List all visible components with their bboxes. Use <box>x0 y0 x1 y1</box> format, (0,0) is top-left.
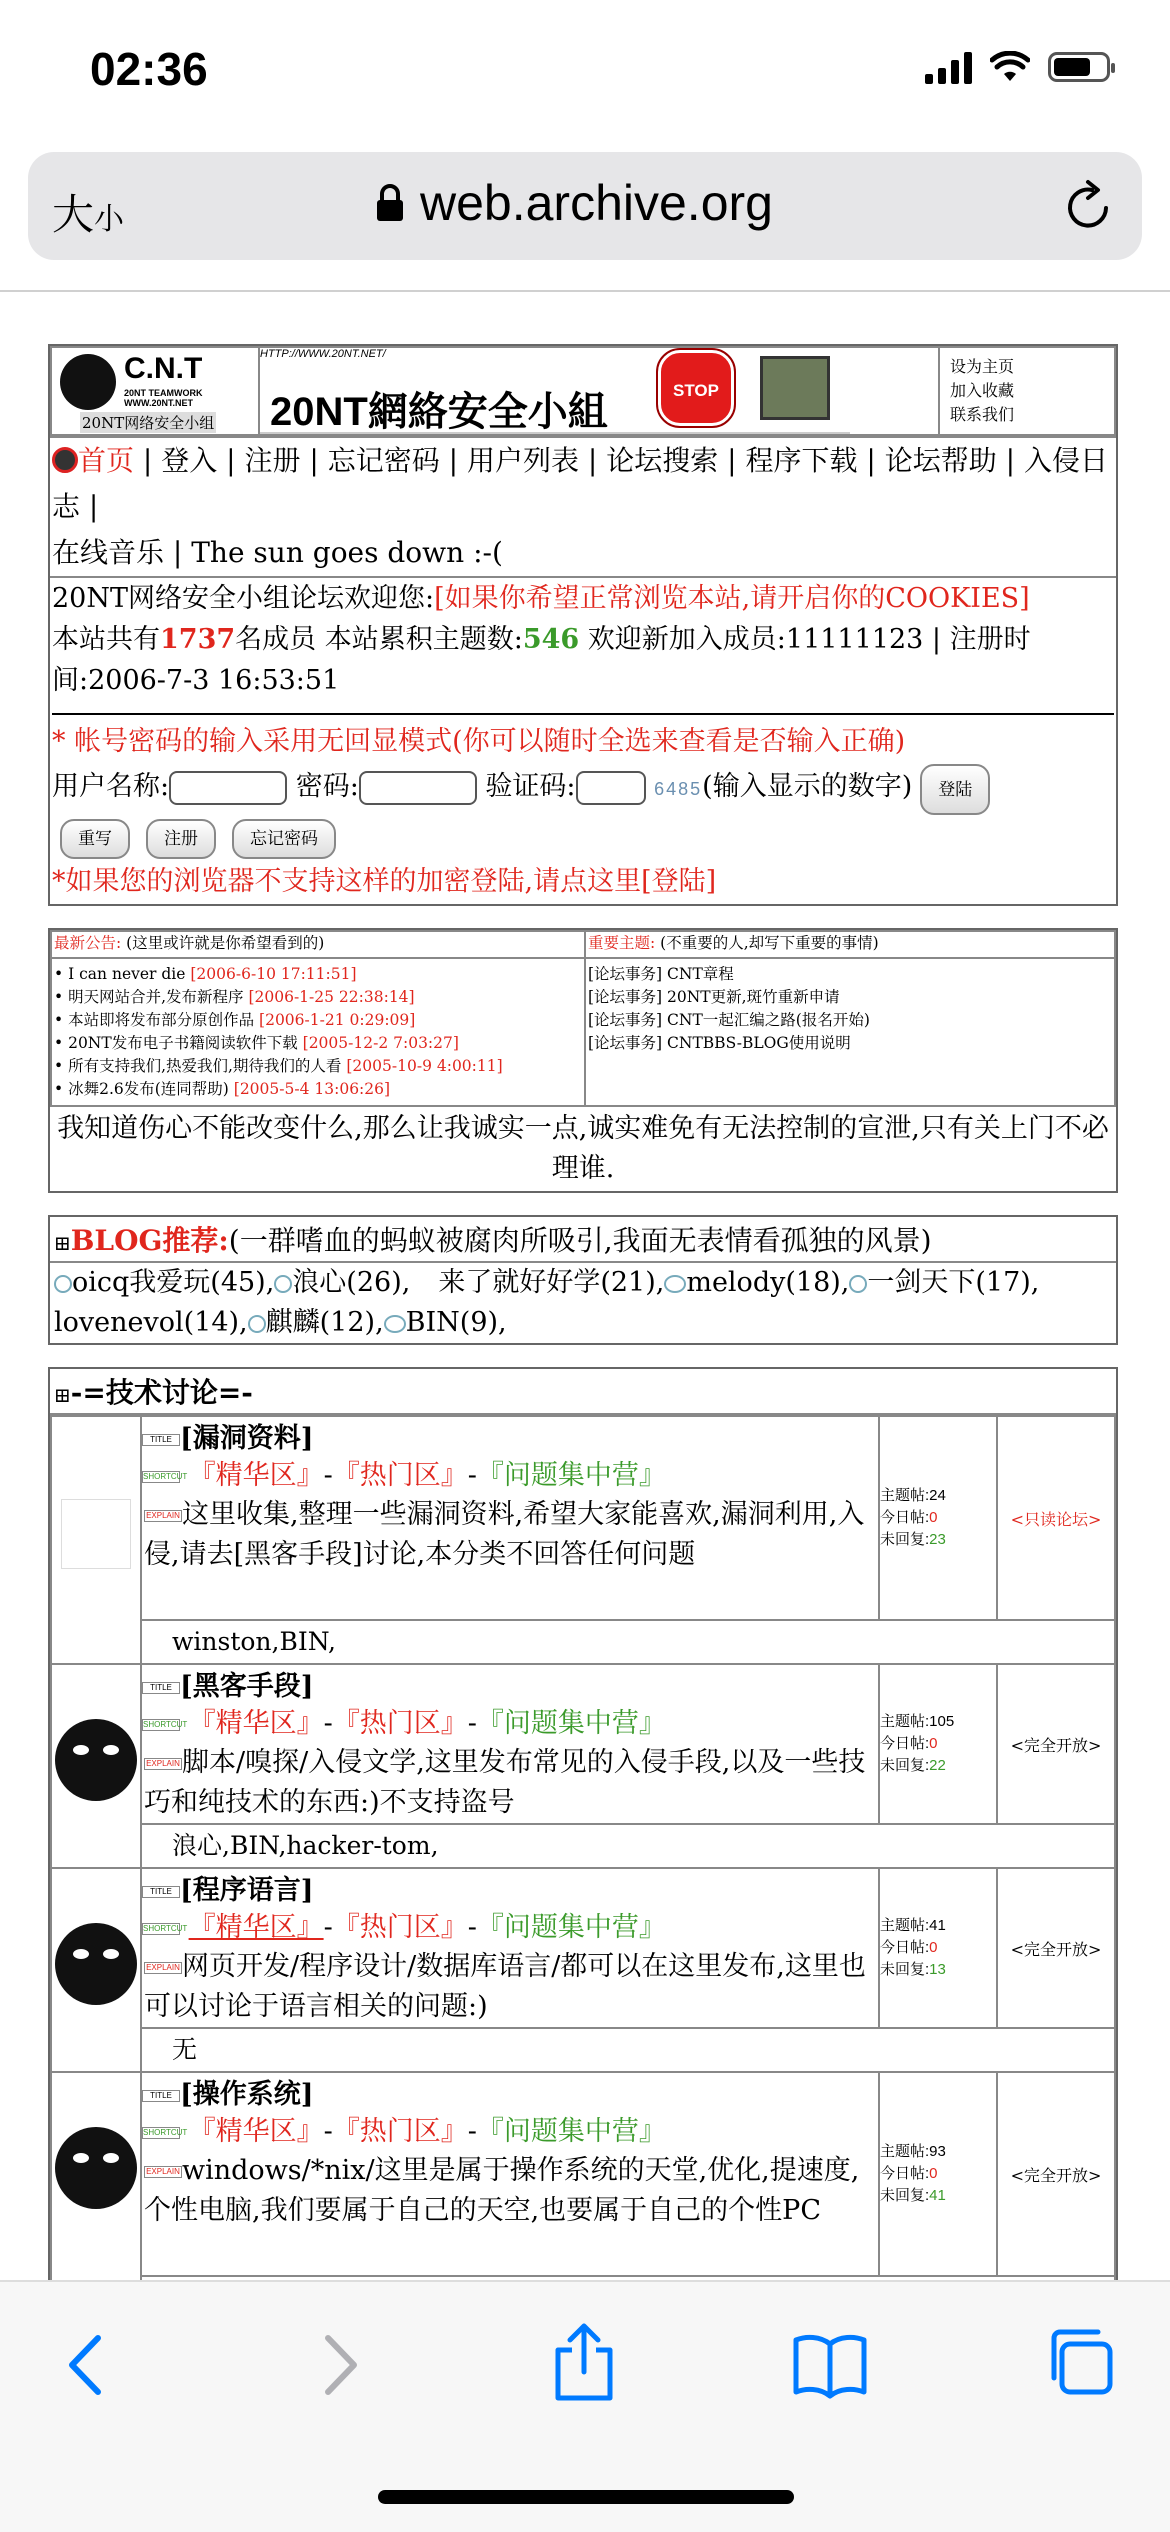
grin-face-icon <box>55 1923 137 2005</box>
welcome-panel: 20NT网络安全小组论坛欢迎您:[如果你希望正常浏览本站,请开启你的COOKIES] 本站共有1737名成员 本站累积主题数:546 欢迎新加入成员:11111123 | 注册时间:2006-7-3 16:53:51 * 帐号密码的输入采用无回显模式(你可以随时全选来查看是否输入正确) 用户名称: 密码: 验证码: 6485(输入显示的数字) 登陆 重写 注册 忘记密码 *如果您的浏览器不支持这样的加密登陆,请点这里[登陆] <box>50 576 1116 904</box>
add-favorite-link[interactable]: 加入收藏 <box>950 381 1015 400</box>
remen-link[interactable]: 『热门区』 <box>332 1708 468 1739</box>
encrypt-note: *如果您的浏览器不支持这样的加密登陆,请点这里 <box>52 866 642 897</box>
nav-forum-search[interactable]: 论坛搜索 <box>606 444 719 477</box>
jinghua-link[interactable]: 『精华区』 <box>188 1708 324 1739</box>
home-indicator <box>378 2490 794 2504</box>
contact-us-link[interactable]: 联系我们 <box>950 405 1015 424</box>
stop-sign-icon: STOP <box>658 350 734 426</box>
quote-text: 我知道伤心不能改变什么,那么让我诚实一点,诚实难免有无法控制的宣泄,只有关上门不必理谁. <box>57 1113 1109 1184</box>
topic-count: 546 <box>522 624 580 655</box>
shortcut-tag-icon: SHORTCUT <box>143 2127 188 2137</box>
expand-toggle[interactable]: ⊞ <box>54 1231 71 1255</box>
announce-item[interactable]: • 本站即将发布部分原创作品 [2006-1-21 0:29:09] <box>54 1011 416 1029</box>
title-tag-icon: TITLE <box>142 1434 180 1446</box>
lock-icon <box>376 184 404 222</box>
text-size-button[interactable]: 大小 <box>52 191 125 238</box>
blog-list <box>50 1263 1116 1343</box>
forum-moderators[interactable]: winston,BIN, <box>141 1620 1115 1664</box>
nav-home[interactable]: 首页 <box>78 444 135 477</box>
forum-moderators[interactable]: 无 <box>141 2028 1115 2072</box>
nav-login[interactable]: 登入 <box>161 444 218 477</box>
forum-description: 这里收集,整理一些漏洞资料,希望大家能喜欢,漏洞利用,入侵,请去[黑客手段]讨论,本分类不回答任何问题 <box>144 1499 865 1570</box>
login-form: 用户名称: 密码: 验证码: 6485(输入显示的数字) 登陆 <box>52 762 1114 817</box>
forum-description: 脚本/嗅探/入侵文学,这里发布常见的入侵手段,以及一些技巧和纯技术的东西:)不支持盗号 <box>144 1747 866 1818</box>
home-icon <box>52 447 78 473</box>
announce-list <box>54 963 582 1101</box>
nav-online-music[interactable]: 在线音乐 <box>52 536 165 569</box>
bookmarks-icon[interactable] <box>792 2330 868 2400</box>
announce-item[interactable]: • 所有支持我们,热爱我们,期待我们的人看 [2005-10-9 4:00:11] <box>54 1057 503 1075</box>
blog-entry[interactable]: 麒麟(12), <box>265 1307 384 1338</box>
jinghua-link[interactable]: 『精华区』 <box>188 1912 324 1943</box>
main-nav: 首页 | 登入 | 注册 | 忘记密码 | 用户列表 | 论坛搜索 | 程序下载 | 论坛帮助 | 入侵日志 | 在线音乐 | The sun goes down :-( <box>50 436 1116 576</box>
forum-access-status: <完全开放> <box>997 1868 1115 2028</box>
forum-access-status: <完全开放> <box>997 1664 1115 1824</box>
login-notice: * 帐号密码的输入采用无回显模式(你可以随时全选来查看是否输入正确) <box>52 726 906 757</box>
password-input[interactable] <box>359 771 477 805</box>
nav-downloads[interactable]: 程序下载 <box>745 444 858 477</box>
status-bar <box>0 0 1170 140</box>
announce-item[interactable]: • 冰舞2.6发布(连同帮助) [2005-5-4 13:06:26] <box>54 1080 391 1098</box>
announce-item[interactable]: • 20NT发布电子书籍阅读软件下载 [2005-12-2 7:03:27] <box>54 1034 459 1052</box>
forum-access-status: <完全开放> <box>997 2072 1115 2276</box>
blog-icon <box>54 1275 72 1293</box>
title-tag-icon: TITLE <box>142 1886 180 1898</box>
cookie-note: [如果你希望正常浏览本站,请开启你的COOKIES] <box>434 583 1030 614</box>
blog-entry[interactable]: BIN(9), <box>405 1307 507 1338</box>
blog-entry[interactable]: oicq我爱玩(45), <box>72 1267 275 1298</box>
forum-row: TITLE [黑客手段] SHORTCUT 『精华区』-『热门区』-『问题集中营』 EXPLAIN脚本/嗅探/入侵文学,这里发布常见的入侵手段,以及一些技巧和纯技术的东西:)不支持盗号 主题帖:105 今日帖:0 未回复:22 <完全开放> <box>51 1664 1115 1824</box>
shortcut-tag-icon: SHORTCUT <box>143 1719 188 1729</box>
forward-icon[interactable] <box>314 2330 364 2400</box>
header-block <box>48 344 1118 906</box>
wifi-icon <box>990 51 1030 83</box>
blog-icon <box>248 1315 266 1333</box>
blog-entry[interactable]: 浪心(26), <box>292 1267 411 1298</box>
reload-icon[interactable] <box>1062 178 1116 234</box>
wenti-link[interactable]: 『问题集中营』 <box>476 1460 666 1491</box>
remen-link[interactable]: 『热门区』 <box>332 1460 468 1491</box>
share-icon[interactable] <box>552 2322 616 2402</box>
back-icon[interactable] <box>62 2330 112 2400</box>
username-input[interactable] <box>169 771 287 805</box>
member-count: 1737 <box>160 624 236 655</box>
wenti-link[interactable]: 『问题集中营』 <box>476 1912 666 1943</box>
important-item[interactable]: [论坛事务] CNTBBS-BLOG使用说明 <box>588 1034 851 1052</box>
blog-title: BLOG推荐: <box>70 1224 229 1257</box>
signal-icon <box>925 50 972 84</box>
forum-row: TITLE [漏洞资料] SHORTCUT 『精华区』-『热门区』-『问题集中营』 EXPLAIN这里收集,整理一些漏洞资料,希望大家能喜欢,漏洞利用,入侵,请去[黑客手段]讨论,本分类不回答任何问题 主题帖:24 今日帖:0 未回复:23 <只读论坛> <box>51 1416 1115 1620</box>
important-list <box>588 963 1112 1055</box>
announce-item[interactable]: • 明天网站合并,发布新程序 [2006-1-25 22:38:14] <box>54 988 415 1006</box>
captcha-input[interactable] <box>576 771 646 805</box>
address-bar[interactable] <box>28 152 1142 260</box>
nav-intrusion-log[interactable]: 入侵日志 <box>52 444 1109 523</box>
site-logo[interactable]: C.N.T 20NT TEAMWORK WWW.20NT.NET 20NT网络安全小组 <box>51 347 259 435</box>
announce-title: 最新公告: <box>54 934 122 952</box>
url-display[interactable] <box>376 174 773 232</box>
blog-icon <box>274 1275 292 1293</box>
blog-entry[interactable]: 来了就好好学(21), <box>438 1267 665 1298</box>
announcements-block: 最新公告: (这里或许就是你希望看到的) • I can never die [2006-6-10 17:11:51] • 明天网站合并,发布新程序 [2006-1-25 22:38:14] • 本站即将发布部分原创作品 [2006-1-21 0:29:09] • 20NT发布电子书籍阅读软件下载 [2005-12-2 7:03:27] • 所有支持我们,热爱我们,期待我们的人看 [2005-10-9 4:00:11] • 冰舞2.6发布(连同帮助) [2005-5-4 13:06:26] 重要主题: (不重要的人,却写下重要的事情) [论坛事务] CNT章程 [论坛事务] 20NT更新,斑竹重新申请 [论坛事务] CNT一起汇编之路(报名开始) [论坛事务] CNTBBS-BLOG使用说明 我知道伤心不能改变什么,那么让我诚实一点,诚实难免有无法控制的宣泄,只有关上门不必理谁. <box>48 928 1118 1193</box>
computer-icon <box>760 356 830 420</box>
register-button[interactable]: 注册 <box>146 819 216 859</box>
forum-icon-placeholder <box>61 1499 131 1569</box>
blog-entry[interactable]: lovenevol(14), <box>54 1307 248 1338</box>
expand-toggle[interactable]: ⊞ <box>54 1383 71 1407</box>
forum-moderators[interactable]: 浪心,BIN,hacker-tom, <box>141 1824 1115 1868</box>
forum-description: 网页开发/程序设计/数据库语言/都可以在这里发布,这里也可以讨论于语言相关的问题:) <box>144 1951 866 2022</box>
forum-page <box>48 344 1118 2343</box>
important-item[interactable]: [论坛事务] CNT一起汇编之路(报名开始) <box>588 1011 870 1029</box>
blog-icon <box>849 1275 867 1293</box>
forum-name[interactable]: [程序语言] <box>180 1875 314 1906</box>
encrypt-login-link[interactable]: [登陆] <box>641 866 717 897</box>
status-time: 02:36 <box>90 43 208 95</box>
forum-name[interactable]: [漏洞资料] <box>180 1423 314 1454</box>
nav-register[interactable]: 注册 <box>244 444 301 477</box>
tech-discussion-block <box>48 1367 1118 2321</box>
battery-icon <box>1048 52 1110 82</box>
blog-icon <box>384 1315 406 1333</box>
nav-tagline: The sun goes down :-( <box>191 536 503 569</box>
forum-table <box>50 1415 1116 2321</box>
newest-member[interactable]: 欢迎新加入成员:11111123 | 注册时间:2006-7-3 16:53:51 <box>52 624 1031 696</box>
tech-title: -=技术讨论=- <box>70 1376 253 1409</box>
url-text: web.archive.org <box>420 175 773 231</box>
blog-entry[interactable]: melody(18), <box>686 1267 850 1298</box>
important-title: 重要主题: <box>588 934 656 952</box>
remen-link[interactable]: 『热门区』 <box>332 2116 468 2147</box>
jinghua-link[interactable]: 『精华区』 <box>188 1460 324 1491</box>
flower-face-icon <box>55 2127 137 2209</box>
reset-button[interactable]: 重写 <box>60 819 130 859</box>
blog-icon <box>664 1275 686 1293</box>
remen-link[interactable]: 『热门区』 <box>332 1912 468 1943</box>
bomb-face-icon <box>55 1719 137 1801</box>
important-item[interactable]: [论坛事务] 20NT更新,斑竹重新申请 <box>588 988 840 1006</box>
nav-forum-help[interactable]: 论坛帮助 <box>884 444 997 477</box>
set-homepage-link[interactable]: 设为主页 <box>950 357 1015 376</box>
wenti-link[interactable]: 『问题集中营』 <box>476 2116 666 2147</box>
jinghua-link[interactable]: 『精华区』 <box>188 2116 324 2147</box>
wenti-link[interactable]: 『问题集中营』 <box>476 1708 666 1739</box>
title-tag-icon: TITLE <box>142 2090 180 2102</box>
explain-tag-icon: EXPLAIN <box>144 1962 182 1974</box>
blog-icon <box>410 1275 438 1293</box>
announce-item[interactable]: • I can never die [2006-6-10 17:11:51] <box>54 965 357 983</box>
explain-tag-icon: EXPLAIN <box>144 2166 182 2178</box>
shortcut-tag-icon: SHORTCUT <box>143 1471 188 1481</box>
captcha-image: 6485 <box>654 779 703 799</box>
forum-access-status: <只读论坛> <box>997 1416 1115 1620</box>
forgot-password-button[interactable]: 忘记密码 <box>232 819 336 859</box>
explain-tag-icon: EXPLAIN <box>144 1758 182 1770</box>
forum-row: TITLE [程序语言] SHORTCUT 『精华区』-『热门区』-『问题集中营』 EXPLAIN网页开发/程序设计/数据库语言/都可以在这里发布,这里也可以讨论于语言相关的问题:) 主题帖:41 今日帖:0 未回复:13 <完全开放> <box>51 1868 1115 2028</box>
site-banner[interactable]: HTTP://WWW.20NT.NET/ 20NT網絡安全小組 STOP <box>259 347 939 435</box>
nav-forgot-password[interactable]: 忘记密码 <box>327 444 440 477</box>
blog-block: ⊞BLOG推荐:(一群嗜血的蚂蚁被腐肉所吸引,我面无表情看孤独的风景) oicq我爱玩(45), 浪心(26), 来了就好好学(21), melody(18), 一剑天下(17), lovenevol(14), 麒麟(12), BIN(9), <box>48 1215 1118 1345</box>
explain-tag-icon: EXPLAIN <box>144 1510 182 1522</box>
login-button[interactable]: 登陆 <box>920 764 990 815</box>
forum-row: TITLE [操作系统] SHORTCUT 『精华区』-『热门区』-『问题集中营』 EXPLAINwindows/*nix/这里是属于操作系统的天堂,优化,提速度,个性电脑,我们要属于自己的天空,也要属于自己的个性PC 主题帖:93 今日帖:0 未回复:41 <完全开放> <box>51 2072 1115 2276</box>
title-tag-icon: TITLE <box>142 1682 180 1694</box>
blog-entry[interactable]: 一剑天下(17), <box>867 1267 1040 1298</box>
forum-name[interactable]: [操作系统] <box>180 2079 314 2110</box>
shortcut-tag-icon: SHORTCUT <box>143 1923 188 1933</box>
tabs-icon[interactable] <box>1044 2326 1116 2398</box>
forum-description: windows/*nix/这里是属于操作系统的天堂,优化,提速度,个性电脑,我们要属于自己的天空,也要属于自己的个性PC <box>144 2155 860 2226</box>
forum-name[interactable]: [黑客手段] <box>180 1671 314 1702</box>
important-item[interactable]: [论坛事务] CNT章程 <box>588 965 734 983</box>
nav-user-list[interactable]: 用户列表 <box>467 444 580 477</box>
